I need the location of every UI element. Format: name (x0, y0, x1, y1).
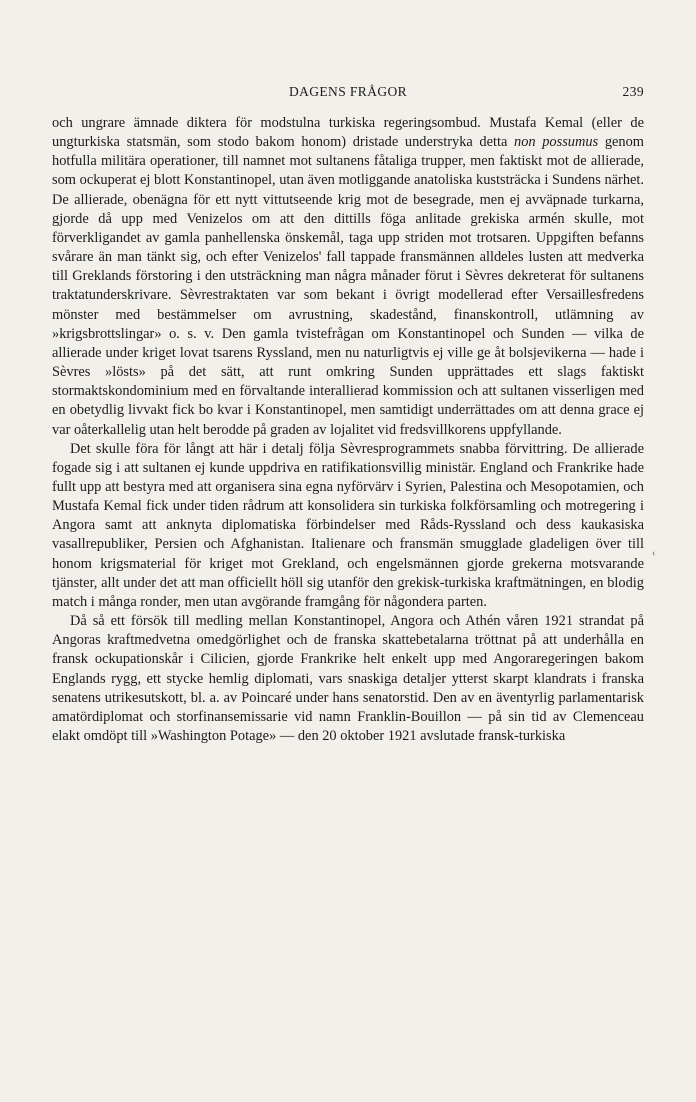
paragraph-1-text-a: och ungrare ämnade diktera för modstulna turkiska regeringsombud. Mustafa Kemal (eller de ungturkiska statsmän, som stodo bakom honom) dristade understryka detta (52, 115, 644, 151)
body-text (52, 114, 644, 746)
italic-phrase: non possumus (514, 134, 599, 151)
page-number: 239 (622, 84, 644, 99)
paragraph-2: Det skulle föra för långt att här i detalj följa Sèvresprogrammets snabba förvittring. De allierade fogade sig i att sultanen ej kunde uppdriva en ratifikationsvillig ministär. England och Frankrike hade fullt upp att bestyra med att organisera sina egna nyförvärv i Syrien, Palestina och Mesopotamien, och Mustafa Kemal fick under tiden rådrum att konsolidera sin turkiska folkförsamling och motregering i Angora samt att anknyta diplomatiska förbindelser med Råds-Ryssland och dess kaukasiska vasallrepubliker, Persien och Afghanistan. Italienare och fransmän smugglade gladeligen över till honom krigsmaterial för kriget mot Grekland, och engelsmännen gjorde grekerna motsvarande tjänster, allt under det att man officiellt höll sig utanför den grekisk-turkiska kraftmätningen, en blodig match i många ronder, men utan avgörande framgång för någondera parten. (52, 440, 644, 610)
paragraph-3: Då så ett försök till medling mellan Konstantinopel, Angora och Athén våren 1921 strandat på Angoras kraftmedvetna omedgörlighet och de franska skattebetalarna tröttnat på att underhålla en fransk ockupationskår i Cilicien, gjorde Frankrike helt enkelt upp med Angoraregeringen bakom Englands rygg, ett stycke hemlig diplomati, vars snaskiga detaljer ytterst skarpt klandrats i franska senatens utrikesutskott, bl. a. av Poincaré under hans senatorstid. Den av en äventyrlig parlamentarisk amatördiplomat och storfinansemissarie vid namn Franklin-Bouillon — på sin tid av Clemenceau elakt omdöpt till »Washington Potage» — den 20 oktober 1921 avslutade fransk-turkiska (52, 613, 644, 744)
paragraph-1-text-b: genom hotfulla militära operationer, till namnet mot sultanens fåtaliga trupper, men faktiskt mot de allierade, som ockuperat ej blott Konstantinopel, utan även motliggande anatoliska kuststräcka i Sundens närhet. De allierade, obenägna för ett nytt vittutseende krig mot de besegrade, men ej avväpnade turkarna, gjorde då upp med Venizelos om att den dittills föga anlitade grekiska armén skulle, mot förverkligandet av gamla panhellenska önskemål, taga upp striden mot trotsaren. Uppgiften befanns svårare än man tänkt sig, och efter Venizelos' fall tappade fransmännen alldeles lusten att medverka till Greklands förstoring i den utsträckning man några månader förut i Sèvres dekreterat för sultanens traktatunderskrivare. Sèvrestraktaten var som bekant i övrigt modellerad efter Versaillesfredens mönster med bestämmelser om avrustning, skadestånd, finanskontroll, utlämning av »krigsbrottslingar» o. s. v. Den gamla tvistefrågan om Konstantinopel och Sunden — vilka de allierade under kriget lovat tsarens Ryssland, men nu naturligtvis ej ville ge åt bolsjevikerna — hade i Sèvres »lösts» på det sätt, att runt omkring Sunden upprättades ett slags faktiskt stormaktskondominium med en förvaltande interallierad kommission och att sultanen visserligen med en obetydlig livvakt fick bo kvar i Konstantinopel, men samtidigt underrättades om att denna grace ej var oåterkallelig utan helt berodde på graden av lojalitet vid fredsvillkorens uppfyllande. (52, 134, 644, 438)
running-header (52, 84, 644, 104)
running-title: DAGENS FRÅGOR (288, 84, 408, 99)
margin-mark: ‹ (652, 548, 656, 559)
paragraph-1 (52, 114, 644, 440)
